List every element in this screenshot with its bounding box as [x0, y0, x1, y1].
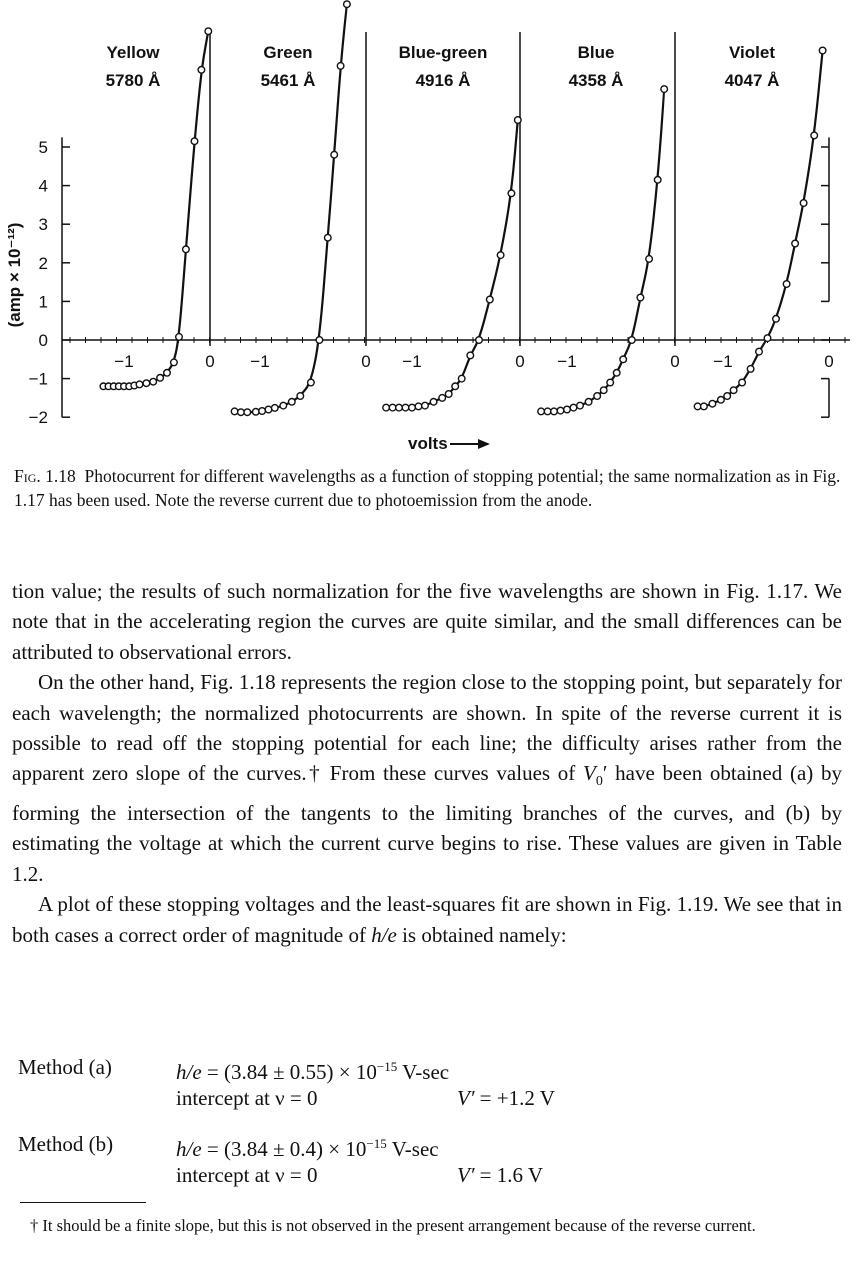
data-point: [515, 117, 522, 124]
y-tick-label: 0: [38, 331, 48, 350]
data-point: [646, 256, 653, 263]
panel-wavelength-label: 4358 Å: [568, 71, 624, 90]
caption-text: Photocurrent for different wavelengths as a function of stopping potential; the same normalization as in Fig. 1.17 has been used. Note the reverse current due to photoemission from the anode.: [14, 466, 841, 510]
x-tick-label: −1: [250, 352, 270, 371]
data-point: [756, 348, 763, 355]
y-tick-label: −2: [28, 408, 48, 428]
x-axis-arrow: [450, 439, 490, 449]
method-a-exponent: −15: [376, 1059, 398, 1074]
data-point: [316, 337, 323, 344]
data-point: [792, 240, 799, 247]
data-point: [811, 132, 818, 139]
x-tick-label: −1: [557, 352, 577, 371]
panel-name-label: Blue: [577, 43, 615, 62]
data-point: [389, 404, 396, 411]
data-point: [718, 397, 725, 404]
data-point: [238, 409, 245, 416]
data-point: [191, 138, 198, 145]
data-point: [800, 200, 807, 207]
data-point: [280, 402, 287, 409]
y-tick-label: 1: [38, 292, 48, 312]
data-point: [231, 408, 238, 415]
paragraph-3-part-b: is obtained namely:: [396, 922, 567, 947]
data-point: [164, 370, 171, 377]
data-point: [198, 67, 205, 74]
caption-fig-label: Fig. 1.18: [14, 466, 76, 486]
method-b-exponent: −15: [366, 1136, 387, 1151]
data-point: [557, 407, 564, 414]
x-tick-label: 0: [515, 352, 525, 371]
data-point: [439, 395, 446, 402]
data-point: [607, 379, 614, 386]
plot-layer: [29, 1, 850, 427]
data-point: [739, 379, 746, 386]
method-b-voltage-var: V′: [457, 1163, 475, 1187]
data-point: [253, 409, 260, 416]
data-point: [544, 408, 551, 415]
data-point: [773, 316, 780, 323]
paragraph-2-prime: ′: [602, 761, 608, 786]
data-point: [297, 393, 304, 400]
data-point: [272, 405, 279, 412]
method-b-intercept: intercept at ν = 0: [176, 1163, 318, 1187]
paragraph-2-variable: V: [583, 761, 596, 786]
data-point: [637, 294, 644, 301]
data-point: [176, 334, 183, 341]
method-a-label: Method (a): [18, 1055, 112, 1079]
panel-wavelength-label: 5780 Å: [105, 71, 161, 90]
y-tick-label: 2: [38, 253, 48, 273]
data-point: [570, 404, 577, 411]
data-point: [783, 281, 790, 288]
data-point: [430, 399, 437, 406]
data-point: [701, 403, 708, 410]
x-tick-label: −1: [713, 352, 733, 371]
y-tick-label: 4: [38, 176, 48, 196]
data-point: [764, 335, 771, 342]
method-a-intercept: intercept at ν = 0: [176, 1086, 318, 1110]
method-b-formula: [176, 1129, 439, 1164]
data-point: [476, 337, 483, 344]
data-point: [497, 252, 504, 259]
data-point: [487, 296, 494, 303]
data-point: [508, 190, 515, 197]
x-tick-label: 0: [824, 352, 834, 371]
data-point: [331, 151, 338, 158]
data-point: [452, 383, 459, 390]
data-point: [422, 402, 429, 409]
data-point: [183, 246, 190, 253]
method-a-lhs: h/e: [176, 1060, 202, 1084]
photocurrent-figure: [0, 0, 857, 460]
x-tick-label: 0: [670, 352, 680, 371]
data-point: [585, 399, 592, 406]
data-point: [402, 404, 409, 411]
paragraph-3-variable: h/e: [371, 922, 397, 947]
data-point: [620, 356, 627, 363]
footnote: [18, 1214, 844, 1238]
x-tick-label: 0: [205, 352, 215, 371]
method-b-unit: V-sec: [386, 1137, 439, 1161]
data-point: [143, 380, 150, 387]
data-point: [613, 370, 620, 377]
method-a-voltage: [457, 1083, 555, 1113]
data-point: [265, 406, 272, 413]
x-axis-label: volts: [408, 434, 448, 453]
data-point: [289, 399, 296, 406]
data-point: [415, 403, 422, 410]
data-point: [538, 408, 545, 415]
paragraph-2: [12, 667, 842, 889]
data-point: [551, 408, 558, 415]
data-point: [654, 177, 661, 184]
data-point: [171, 359, 178, 366]
data-point: [730, 387, 737, 394]
data-point: [259, 408, 266, 415]
footnote-rule: [20, 1202, 146, 1203]
body-text: [12, 576, 842, 950]
figure-caption: [14, 464, 844, 512]
data-point: [467, 352, 474, 359]
data-point: [661, 86, 668, 93]
panel-name-label: Blue-green: [398, 43, 488, 62]
data-point: [458, 375, 465, 382]
method-a-rhs: = (3.84 ± 0.55) × 10: [206, 1060, 377, 1084]
method-a-voltage-var: V′: [457, 1086, 475, 1110]
panel-wavelength-label: 4047 Å: [724, 71, 780, 90]
y-tick-label: 3: [38, 215, 48, 235]
panel-wavelength-label: 4916 Å: [415, 71, 471, 90]
data-point: [819, 47, 826, 54]
data-point: [205, 28, 212, 35]
data-point: [337, 63, 344, 70]
method-b-lhs: h/e: [176, 1137, 202, 1161]
panel-name-label: Green: [263, 43, 313, 62]
panel-wavelength-label: 5461 Å: [260, 71, 316, 90]
x-tick-label: 0: [361, 352, 371, 371]
data-point: [564, 406, 571, 413]
panel-name-label: Yellow: [106, 43, 160, 62]
y-tick-label: −1: [28, 369, 48, 389]
equation-method-b: [0, 1129, 857, 1193]
method-a-voltage-value: = +1.2 V: [479, 1086, 555, 1110]
paragraph-2-subscript: 0: [595, 774, 603, 790]
data-point: [344, 1, 351, 8]
y-axis-label: (amp × 10⁻¹²): [5, 222, 24, 328]
data-point: [325, 234, 332, 241]
data-point: [747, 366, 754, 373]
data-point: [709, 400, 716, 407]
data-point: [594, 393, 601, 400]
data-point: [308, 379, 315, 386]
footnote-text: † It should be a finite slope, but this is not observed in the present arrangement because of the reverse current.: [30, 1216, 756, 1235]
data-point: [383, 404, 390, 411]
method-a-formula: [176, 1052, 449, 1087]
method-a-unit: V-sec: [397, 1060, 450, 1084]
data-point: [244, 409, 251, 416]
data-point: [396, 404, 403, 411]
data-point: [136, 381, 143, 388]
method-b-voltage: [457, 1160, 543, 1190]
equation-method-a: [0, 1052, 857, 1116]
data-point: [409, 404, 416, 411]
method-b-rhs: = (3.84 ± 0.4) × 10: [206, 1137, 367, 1161]
data-point: [629, 337, 636, 344]
method-b-label: Method (b): [18, 1132, 114, 1156]
paragraph-1: tion value; the results of such normalization for the five wavelengths are shown in Fig. 1.17. We note that in the accelerating region the curves are quite similar, and the small differences can be attributed to observational errors.: [12, 579, 842, 664]
paragraph-3-part-a: A plot of these stopping voltages and the least-squares fit are shown in Fig. 1.19. We see that in both cases a correct order of magnitude of: [12, 892, 842, 947]
x-tick-label: −1: [114, 352, 134, 371]
data-point: [600, 387, 607, 394]
panel-name-label: Violet: [729, 43, 775, 62]
series-curve: [235, 4, 347, 412]
data-point: [445, 391, 452, 398]
data-point: [577, 402, 584, 409]
data-point: [150, 378, 157, 385]
method-b-voltage-value: = 1.6 V: [479, 1163, 544, 1187]
paragraph-3: [12, 889, 842, 950]
x-tick-label: −1: [402, 352, 422, 371]
paragraph-2-part-b: have been obtained (a) by forming the intersection of the tangents to the limiting branches of the curves, and (b) by estimating the voltage at which the current curve begins to rise. These values are given in Table 1.2.: [12, 761, 842, 886]
y-tick-label: 5: [38, 138, 48, 157]
data-point: [724, 393, 731, 400]
paragraph-2-part-a: On the other hand, Fig. 1.18 represents the region close to the stopping point, but separately for each wavelength; the normalized photocurrents are shown. In spite of the reverse current it is possible to read off the stopping potential for each line; the difficulty arises rather from the apparent zero slope of the curves.† From these curves values of: [12, 670, 842, 786]
data-point: [157, 375, 164, 382]
